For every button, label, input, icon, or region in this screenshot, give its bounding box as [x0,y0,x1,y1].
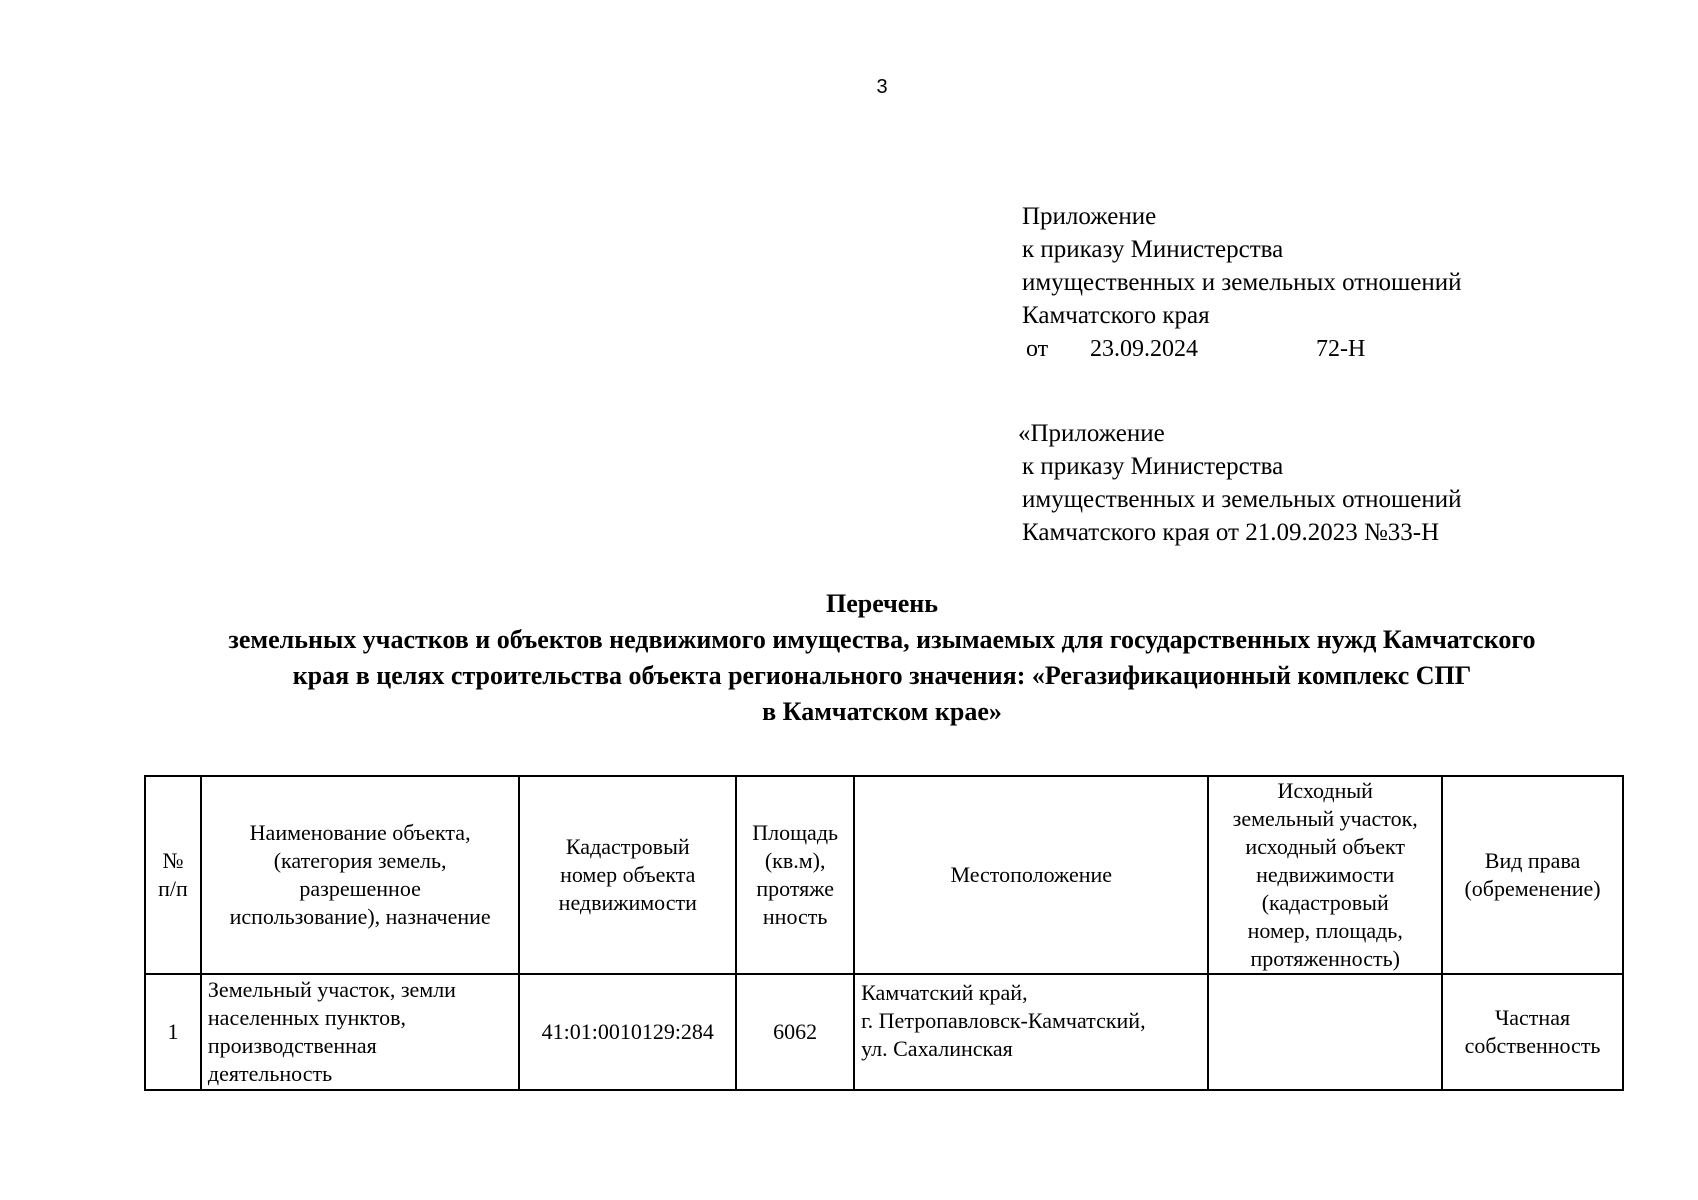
quoted-appendix [1018,417,1462,549]
header-cadastral-number: Кадастровый номер объекта недвижимости [519,776,736,974]
title-line: края в целях строительства объекта регионального значения: «Регазификационный комплекс СПГ [292,661,1472,690]
land-plots-table [144,775,1624,1091]
title-line: в Камчатском крае» [762,697,1002,726]
document-title [130,586,1634,730]
cell-area: 6062 [736,974,854,1090]
table-row [145,974,1623,1090]
quoted-appendix-line: Камчатского края от 21.09.2023 №33-Н [1022,519,1440,546]
cell-cadastral-number: 41:01:0010129:284 [519,974,736,1090]
header-source-plot: Исходный земельный участок, исходный объект недвижимости (кадастровый номер, площадь, протяженность) [1208,776,1442,974]
header-number: № п/п [145,776,201,974]
appendix-date: 23.09.2024 [1090,336,1198,362]
cell-object-name: Земельный участок, земли населенных пунктов, производственная деятельность [201,974,519,1090]
cell-location: Камчатский край, г. Петропавловск-Камчатский, ул. Сахалинская [854,974,1208,1090]
page-number: 3 [876,76,888,98]
header-object-name: Наименование объекта, (категория земель, разрешенное использование), назначение [201,776,519,974]
header-right-type: Вид права (обременение) [1442,776,1623,974]
appendix-line: Камчатского края [1022,302,1210,329]
appendix-number: 72-Н [1316,336,1366,362]
title-line: Перечень [825,589,939,618]
title-line: земельных участков и объектов недвижимого имущества, изымаемых для государственных нужд Камчатского [228,625,1536,654]
appendix-date-prefix: от [1026,336,1049,362]
header-area: Площадь (кв.м), протяже нность [736,776,854,974]
appendix-header [1022,200,1462,332]
cell-source-plot [1208,974,1442,1090]
cell-right-type: Частная собственность [1442,974,1623,1090]
cell-number: 1 [145,974,201,1090]
header-location: Местоположение [854,776,1208,974]
quoted-appendix-line: «Приложение [1018,420,1165,447]
appendix-line: к приказу Министерства [1022,236,1284,263]
table-header-row [145,776,1623,974]
quoted-appendix-line: к приказу Министерства [1022,453,1284,480]
appendix-line: имущественных и земельных отношений [1022,269,1462,296]
quoted-appendix-line: имущественных и земельных отношений [1022,486,1462,513]
appendix-line: Приложение [1022,203,1157,230]
